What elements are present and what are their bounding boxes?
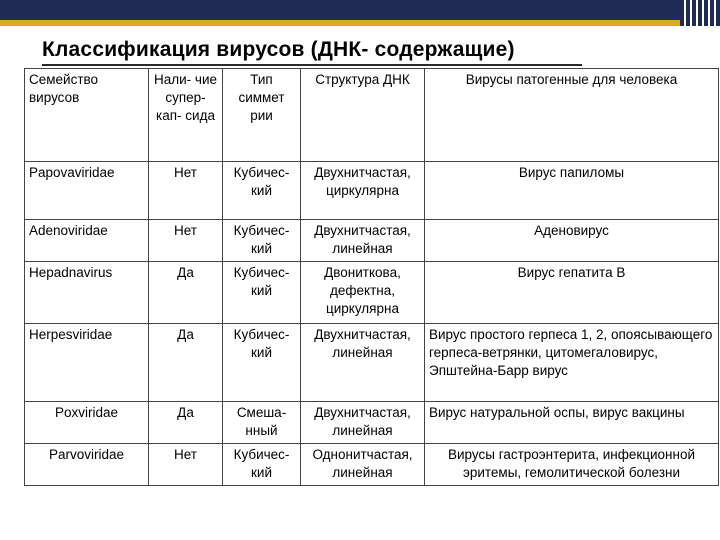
cell-supercapsid: Нет xyxy=(149,444,223,486)
page-title: Классификация вирусов (ДНК- содержащие) xyxy=(42,38,515,61)
cell-supercapsid: Да xyxy=(149,324,223,402)
table-header-row xyxy=(25,69,719,162)
cell-dna: Двухнитчастая, линейная xyxy=(301,324,425,402)
cell-family: Herpesviridae xyxy=(25,324,149,402)
cell-dna: Двухнитчастая, циркулярна xyxy=(301,162,425,220)
cell-dna: Однонитчастая, линейная xyxy=(301,444,425,486)
col-pathogens: Вирусы патогенные для человека xyxy=(425,69,719,162)
header-accent-line xyxy=(0,20,700,26)
header-bar xyxy=(0,0,680,20)
cell-pathogens: Вирус простого герпеса 1, 2, опоясывающего герпеса-ветрянки, цитомегаловирус, Эпштейна-Барр вирус xyxy=(425,324,719,402)
col-supercapsid: Нали- чие супер- кап- сида xyxy=(149,69,223,162)
cell-pathogens: Вирус гепатита В xyxy=(425,262,719,324)
cell-pathogens: Вирусы гастроэнтерита, инфекционной эритемы, гемолитической болезни xyxy=(425,444,719,486)
cell-supercapsid: Да xyxy=(149,262,223,324)
cell-symmetry: Кубичес- кий xyxy=(223,220,301,262)
cell-dna: Двухнитчастая, линейная xyxy=(301,220,425,262)
table-row xyxy=(25,402,719,444)
cell-supercapsid: Нет xyxy=(149,162,223,220)
table-row xyxy=(25,220,719,262)
cell-family: Papovaviridae xyxy=(25,162,149,220)
col-family: Семейство вирусов xyxy=(25,69,149,162)
cell-family: Parvoviridae xyxy=(25,444,149,486)
cell-family: Adenoviridae xyxy=(25,220,149,262)
cell-supercapsid: Нет xyxy=(149,220,223,262)
cell-symmetry: Смеша- нный xyxy=(223,402,301,444)
cell-dna: Двухнитчастая, линейная xyxy=(301,402,425,444)
title-underline xyxy=(42,64,582,66)
table-row xyxy=(25,162,719,220)
col-dna: Структура ДНК xyxy=(301,69,425,162)
table-row xyxy=(25,262,719,324)
header-stripes xyxy=(680,0,720,26)
cell-symmetry: Кубичес- кий xyxy=(223,324,301,402)
cell-pathogens: Вирус натуральной оспы, вирус вакцины xyxy=(425,402,719,444)
col-symmetry: Тип симмет рии xyxy=(223,69,301,162)
cell-family: Poxviridae xyxy=(25,402,149,444)
cell-pathogens: Аденовирус xyxy=(425,220,719,262)
header-decoration xyxy=(0,0,720,26)
table-row xyxy=(25,444,719,486)
cell-symmetry: Кубичес- кий xyxy=(223,162,301,220)
virus-table xyxy=(24,68,719,486)
table-row xyxy=(25,324,719,402)
cell-dna: Двониткова, дефектна, циркулярна xyxy=(301,262,425,324)
cell-symmetry: Кубичес- кий xyxy=(223,262,301,324)
cell-family: Hepadnavirus xyxy=(25,262,149,324)
cell-symmetry: Кубичес- кий xyxy=(223,444,301,486)
cell-pathogens: Вирус папиломы xyxy=(425,162,719,220)
cell-supercapsid: Да xyxy=(149,402,223,444)
